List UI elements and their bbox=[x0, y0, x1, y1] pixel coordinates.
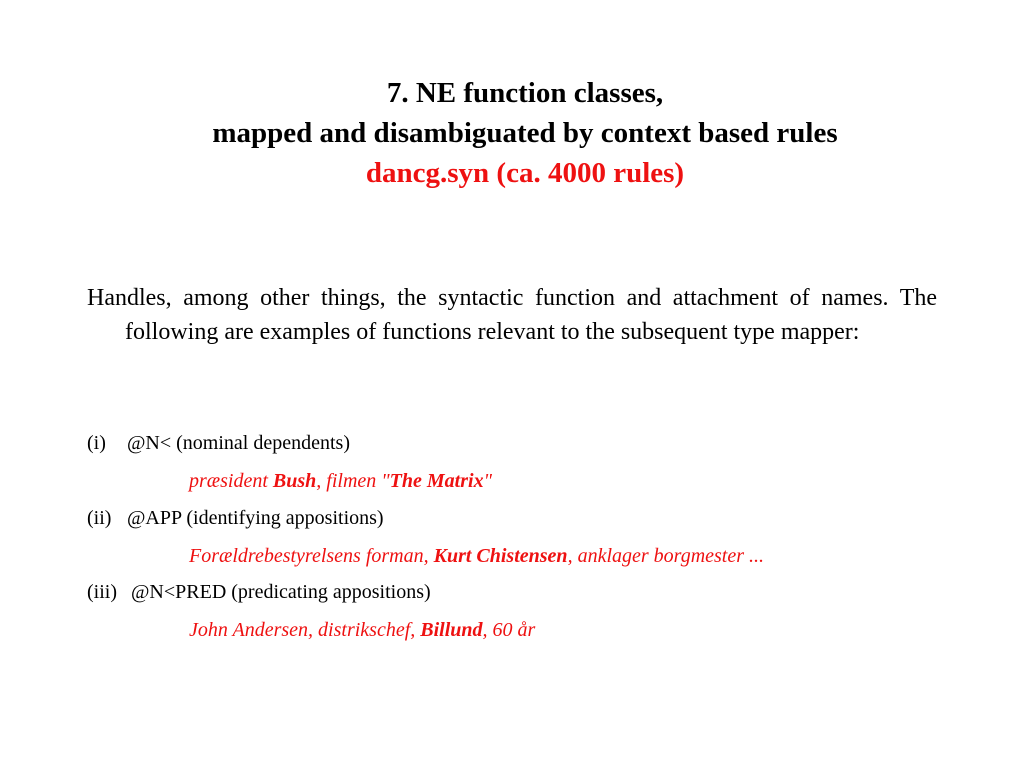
item-text: @N< (nominal dependents) bbox=[127, 432, 350, 454]
example-ii bbox=[189, 544, 764, 568]
title-line-1: 7. NE function classes, bbox=[386, 77, 664, 109]
list-item-ii bbox=[87, 506, 384, 530]
item-text: @N<PRED (predicating appositions) bbox=[131, 581, 431, 603]
example-name: Bush bbox=[272, 470, 317, 492]
example-name: Billund bbox=[420, 619, 483, 641]
item-number: (i) bbox=[87, 432, 106, 454]
example-text: , filmen " bbox=[316, 470, 390, 492]
slide-title bbox=[0, 73, 1024, 193]
example-text: John Andersen, distrikschef, bbox=[189, 619, 421, 641]
example-text: " bbox=[483, 470, 492, 492]
example-i bbox=[189, 469, 492, 493]
title-line-2: mapped and disambiguated by context based rules bbox=[212, 117, 838, 149]
list-item-iii bbox=[87, 580, 431, 604]
item-number: (iii) bbox=[87, 581, 117, 603]
item-text: @APP (identifying appositions) bbox=[127, 507, 384, 529]
example-text: , 60 år bbox=[482, 619, 536, 641]
example-text: præsident bbox=[189, 470, 273, 492]
example-name: Kurt Chistensen bbox=[433, 545, 568, 567]
example-text: , anklager borgmester ... bbox=[567, 545, 765, 567]
example-iii bbox=[189, 618, 535, 642]
intro-paragraph: Handles, among other things, the syntactic function and attachment of names. The following are examples of functions relevant to the subsequent type mapper: bbox=[87, 285, 937, 345]
title-line-3: dancg.syn (ca. 4000 rules) bbox=[365, 157, 685, 189]
list-item-i bbox=[87, 431, 350, 455]
item-number: (ii) bbox=[87, 507, 112, 529]
example-name: The Matrix bbox=[389, 470, 484, 492]
example-text: Forældrebestyrelsens forman, bbox=[189, 545, 434, 567]
